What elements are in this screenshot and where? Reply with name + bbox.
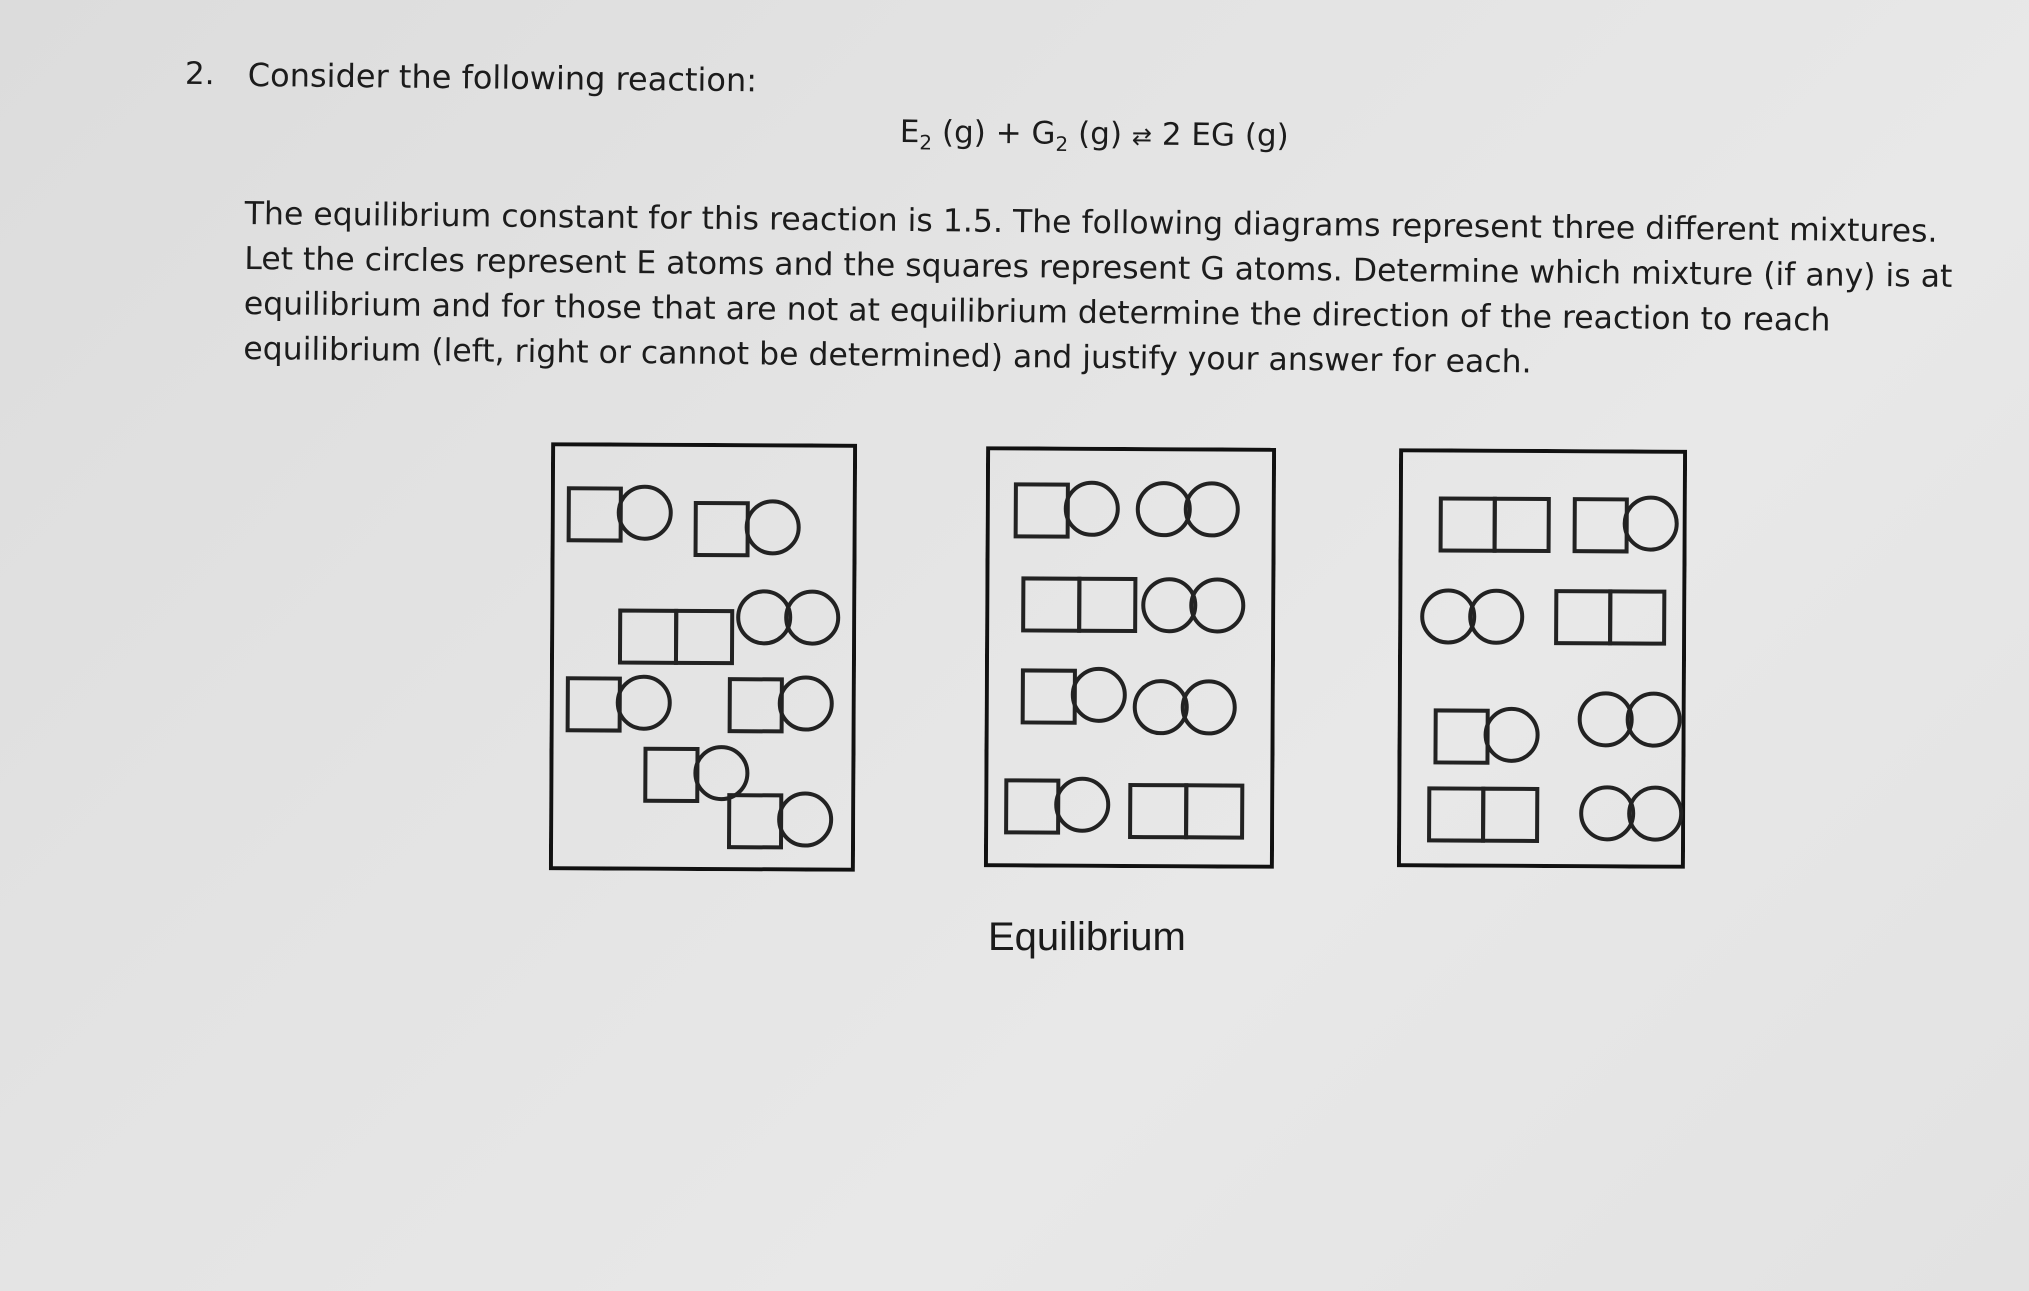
eg-molecule [1575, 497, 1677, 552]
product: 2 EG (g) [1151, 116, 1289, 155]
mixture-diagram-1 [549, 442, 857, 872]
eg-molecule [1435, 708, 1537, 763]
eg-molecule [569, 486, 671, 541]
question-paragraph: The equilibrium constant for this reaction is 1.5. The following diagrams represent three different mixtures. Let the circles represent E atoms and the squares represent G atoms. Determine which mixture (if any) is at equilibrium and for those that are not at equilibrium determine the direction of the reaction to reach equilibrium (left, right or cannot be determined) and justify your answer for each. [243, 195, 1953, 381]
mixture-diagram-2 [984, 446, 1276, 869]
ee-molecule [1422, 590, 1522, 643]
diagram-frame [551, 444, 855, 870]
ee-molecule [738, 591, 838, 644]
eg-molecule [1016, 482, 1118, 537]
ee-molecule [1135, 681, 1235, 734]
question-number: 2. [184, 55, 215, 93]
equilibrium-caption: Equilibrium [988, 915, 1186, 959]
reactant-g: G [1031, 115, 1056, 152]
equilibrium-arrow-icon: ⇄ [1131, 122, 1153, 151]
eg-molecule [568, 676, 670, 731]
reactant-e-state: (g) + [931, 114, 1032, 152]
reaction-equation [900, 114, 1289, 158]
reactant-e: E [899, 114, 920, 151]
mixture-diagram-3 [1397, 448, 1687, 869]
eg-molecule [730, 677, 832, 732]
ee-molecule [1143, 579, 1243, 632]
reactant-g-state: (g) [1068, 115, 1133, 153]
reactant-e-subscript: 2 [919, 130, 933, 155]
reactant-g-subscript: 2 [1055, 131, 1069, 156]
gg-molecule [1429, 788, 1537, 841]
gg-molecule [1130, 785, 1242, 838]
gg-molecule [620, 611, 732, 664]
eg-molecule [1023, 668, 1125, 723]
eg-molecule [1006, 778, 1108, 833]
ee-molecule [1138, 483, 1238, 536]
gg-molecule [1441, 498, 1549, 551]
eg-molecule [729, 793, 831, 848]
eg-molecule [645, 747, 747, 802]
gg-molecule [1556, 591, 1664, 644]
ee-molecule [1580, 693, 1680, 746]
eg-molecule [696, 501, 799, 556]
question-prompt: Consider the following reaction: [247, 56, 758, 100]
gg-molecule [1023, 578, 1135, 631]
ee-molecule [1581, 787, 1681, 840]
